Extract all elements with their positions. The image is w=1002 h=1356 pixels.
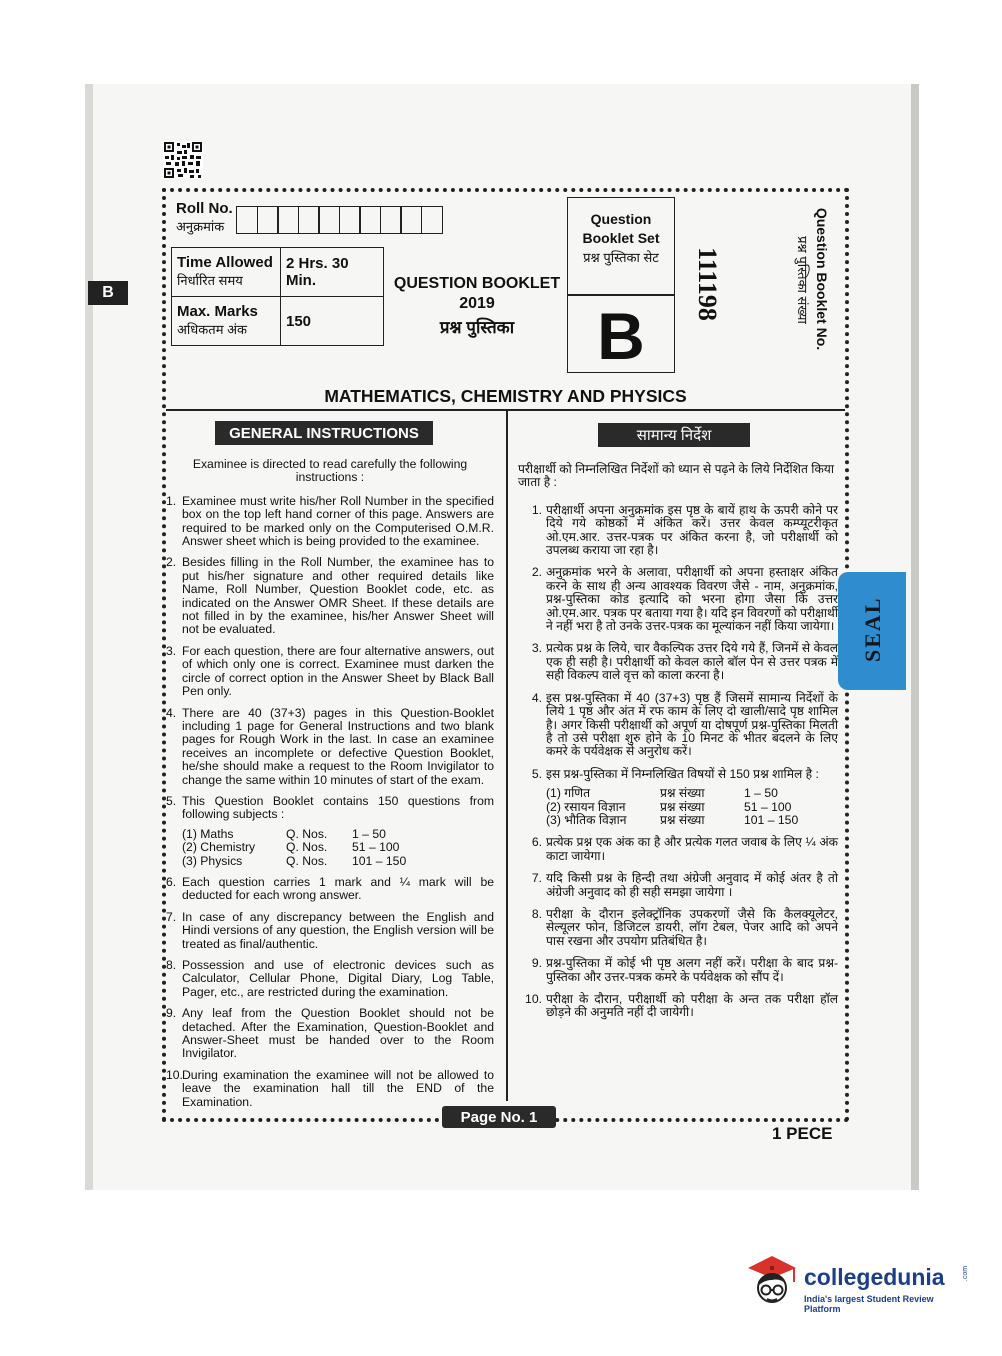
instruction-item bbox=[166, 795, 494, 868]
subject-qno-label: Q. Nos. bbox=[286, 826, 328, 841]
subject-range: 101 – 150 bbox=[744, 812, 799, 827]
subject-range: 51 – 100 bbox=[744, 799, 792, 814]
instruction-item bbox=[166, 1007, 494, 1061]
subject-name: (3) भौतिक विज्ञान bbox=[546, 812, 627, 827]
instruction-item bbox=[166, 645, 494, 699]
column-divider bbox=[506, 411, 508, 1101]
instruction-item-hi bbox=[518, 993, 838, 1020]
subject-name: (1) गणित bbox=[546, 786, 591, 801]
instruction-item-hi bbox=[518, 642, 838, 682]
item-text: There are 40 (37+3) pages in this Question-Booklet including 1 page for General Instructions and two blank pages for Rough Work in the last. In case an examinee receives an incomplete or defective Question Booklet, he/she should make a request to the Room Invigilator to change the same within 10 minutes of start of the exam. bbox=[182, 705, 494, 787]
item-text: यदि किसी प्रश्न के हिन्दी तथा अंग्रेजी अनुवाद में कोई अंतर है तो अंग्रेजी अनुवाद को ही सही समझा जायेगा । bbox=[546, 871, 838, 899]
item-text: Examinee must write his/her Roll Number in the specified box on the top left hand corner of this page. Answers are required to be marked only on the Computerised O.M.R. Answer sheet which is being provided to the examinee. bbox=[182, 493, 494, 549]
english-instructions bbox=[166, 458, 494, 1117]
item-text: Besides filling in the Roll Number, the examinee has to put his/her signature and other required details like Name, Roll Number, Question Booklet code, etc. as indicated on the Answer OMR Sheet. If these details are not filled in by the examinee, his/her Answer Sheet will not be evaluated. bbox=[182, 555, 494, 637]
scan-edge-right bbox=[911, 84, 919, 1190]
roll-digit-box[interactable] bbox=[257, 206, 279, 234]
subject-qno-label: प्रश्न संख्या bbox=[660, 812, 705, 827]
hindi-instructions bbox=[518, 463, 838, 1029]
subject-qno-label: प्रश्न संख्या bbox=[660, 799, 705, 814]
booklet-title: QUESTION BOOKLET bbox=[393, 275, 561, 292]
instruction-item bbox=[166, 1069, 494, 1109]
set-label-hi: प्रश्न पुस्तिका सेट bbox=[583, 250, 659, 265]
subject-range: 101 – 150 bbox=[352, 853, 407, 868]
subject-name: (2) Chemistry bbox=[182, 840, 256, 855]
instruction-item-hi bbox=[518, 908, 838, 948]
item-number: 5. bbox=[531, 766, 542, 781]
qr-code-icon bbox=[163, 141, 203, 179]
subject-row bbox=[182, 841, 494, 854]
hindi-intro: परीक्षार्थी को निम्नलिखित निर्देशों को ध्यान से पढ़ने के लिये निर्देशित किया जाता है : bbox=[518, 462, 835, 490]
item-number: 1. bbox=[166, 493, 177, 508]
booklet-set-box bbox=[567, 197, 675, 373]
instruction-item-hi bbox=[518, 957, 838, 984]
roll-digit-box[interactable] bbox=[359, 206, 381, 234]
subject-range: 1 – 50 bbox=[744, 786, 778, 801]
brand-tagline: India's largest Student Review Platform bbox=[804, 1294, 934, 1314]
item-number: 2. bbox=[166, 555, 177, 570]
item-text: For each question, there are four alternative answers, out of which only one is correct. Examinee must darken the circle of correct option in the Answer Sheet by Black Ball Pen only. bbox=[182, 643, 494, 699]
item-number: 1. bbox=[531, 502, 542, 517]
item-text: अनुक्रमांक भरने के अलावा, परीक्षार्थी को अपना हस्ताक्षर अंकित करने के साथ ही अन्य आवश्यक विवरण जैसे - नाम, अनुक्रमांक, प्रश्न-पुस्तिका कोड इत्यादि को भरना होगा जैसा कि उत्तर ओ.एम.आर. पत्रक पर बताया गया है। यदि इन विवरणों को परीक्षार्थी ने नहीं भरा है तो उनके उत्तर-पत्रक का मूल्यांकन नहीं किया जायेगा। bbox=[546, 565, 838, 634]
booklet-no-label-en: Question Booklet No. bbox=[814, 207, 830, 351]
item-text: इस प्रश्न-पुस्तिका में निम्नलिखित विषयों से 150 प्रश्न शामिल है : bbox=[546, 766, 819, 781]
roll-label-en: Roll No. bbox=[176, 200, 233, 217]
item-number: 3. bbox=[531, 641, 542, 656]
collegedunia-logo[interactable] bbox=[742, 1250, 972, 1320]
instruction-item-hi bbox=[518, 872, 838, 899]
item-number: 3. bbox=[166, 643, 177, 658]
booklet-title-hi: प्रश्न पुस्तिका bbox=[439, 318, 515, 337]
english-intro: Examinee is directed to read carefully the following instructions : bbox=[192, 457, 468, 485]
item-number: 7. bbox=[531, 871, 542, 886]
item-text: Each question carries 1 mark and ¼ mark will be deducted for each wrong answer. bbox=[182, 874, 494, 903]
mascot-icon bbox=[742, 1250, 800, 1312]
item-number: 2. bbox=[531, 565, 542, 580]
roll-digit-box[interactable] bbox=[236, 206, 258, 234]
instruction-item bbox=[166, 707, 494, 787]
roll-digit-box[interactable] bbox=[339, 206, 361, 234]
item-text: During examination the examinee will not be allowed to leave the examination hall till the END of the Examination. bbox=[182, 1067, 494, 1109]
booklet-number-box bbox=[675, 197, 843, 373]
instruction-item-hi bbox=[518, 836, 838, 863]
hindi-instructions-heading: सामान्य निर्देश bbox=[598, 423, 750, 447]
instruction-item-hi bbox=[518, 692, 838, 759]
time-label-en: Time Allowed bbox=[177, 254, 273, 271]
set-divider bbox=[568, 294, 674, 296]
booklet-no-label-hi: प्रश्न पुस्तिका संख्या bbox=[795, 236, 810, 324]
item-number: 7. bbox=[166, 909, 177, 924]
instruction-item bbox=[166, 876, 494, 903]
max-marks-label bbox=[172, 297, 281, 346]
item-number: 4. bbox=[166, 705, 177, 720]
instruction-item-hi bbox=[518, 504, 838, 558]
time-allowed-value: 2 Hrs. 30 Min. bbox=[281, 248, 384, 297]
subject-table bbox=[182, 828, 494, 868]
subject-row bbox=[546, 801, 838, 814]
subject-row bbox=[182, 828, 494, 841]
subject-row bbox=[182, 855, 494, 868]
booklet-set-label bbox=[568, 210, 674, 267]
instruction-item bbox=[166, 556, 494, 636]
item-text: In case of any discrepancy between the English and Hindi versions of any question, the English version will be treated as final/authentic. bbox=[182, 909, 494, 951]
max-marks-value: 150 bbox=[281, 297, 384, 346]
subject-qno-label: Q. Nos. bbox=[286, 853, 328, 868]
subject-row bbox=[546, 814, 838, 827]
exam-info-table bbox=[171, 247, 384, 346]
booklet-set-letter: B bbox=[597, 299, 645, 373]
brand-name: collegedunia bbox=[804, 1264, 945, 1290]
item-text: This Question Booklet contains 150 questions from following subjects : bbox=[182, 793, 494, 822]
subject-name: (2) रसायन विज्ञान bbox=[546, 799, 626, 814]
instruction-item bbox=[166, 495, 494, 549]
instruction-item bbox=[166, 911, 494, 951]
item-text: प्रत्येक प्रश्न के लिये, चार वैकल्पिक उत्तर दिये गये हैं, जिनमें से केवल एक ही सही है। परीक्षार्थी को केवल काले बॉल पेन से उत्तर पत्रक में सही विकल्प वाले वृत्त को काला करना है। bbox=[546, 641, 838, 683]
item-number: 8. bbox=[531, 906, 542, 921]
subject-qno-label: प्रश्न संख्या bbox=[660, 786, 705, 801]
scan-edge-left bbox=[85, 84, 93, 1190]
instruction-item bbox=[166, 959, 494, 999]
item-number: 10. bbox=[166, 1067, 183, 1082]
item-text: प्रश्न-पुस्तिका में कोई भी पृष्ठ अलग नहीं करें। परीक्षा के बाद प्रश्न-पुस्तिका और उत्तर-पत्रक कमरे के पर्यवेक्षक को सौंप दें। bbox=[546, 956, 838, 984]
subject-name: (3) Physics bbox=[182, 853, 243, 868]
instruction-item-hi bbox=[518, 768, 838, 828]
item-text-with-subjects bbox=[546, 768, 838, 828]
roll-digit-box[interactable] bbox=[277, 206, 299, 234]
brand-tld: .com bbox=[962, 1265, 970, 1282]
booklet-number: 111198 bbox=[693, 247, 722, 321]
item-number: 4. bbox=[531, 690, 542, 705]
item-text: परीक्षा के दौरान इलेक्ट्रॉनिक उपकरणों जैसे कि कैलक्यूलेटर, सेल्यूलर फोन, डिजिटल डायरी, लॉग टेबल, पेजर आदि को अपने पास रखना और उपयोग प्रतिबंधित है। bbox=[546, 906, 838, 948]
roll-digit-box[interactable] bbox=[380, 206, 402, 234]
page-number-badge: Page No. 1 bbox=[442, 1106, 556, 1128]
item-text: परीक्षार्थी अपना अनुक्रमांक इस पृष्ठ के बायें हाथ के ऊपरी कोने पर दिये गये कोष्ठकों में अंकित करें। उत्तर केवल कम्प्यूटरीकृत ओ.एम.आर. उत्तर-पत्रक पर अंकित करना है, जो परीक्षार्थी को उपलब्ध कराया जा रहा है। bbox=[546, 502, 838, 558]
subject-range: 51 – 100 bbox=[352, 840, 400, 855]
subject-title: MATHEMATICS, CHEMISTRY AND PHYSICS bbox=[324, 386, 687, 406]
booklet-year: 2019 bbox=[459, 295, 495, 312]
item-text: इस प्रश्न-पुस्तिका में 40 (37+3) पृष्ठ हैं जिसमें सामान्य निर्देशों के लिये 1 पृष्ठ और अंत में रफ काम के लिए दो खाली/सादे पृष्ठ शामिल है। अगर किसी परीक्षार्थी को अपूर्ण या दोषपूर्ण प्रश्न-पुस्तिका मिलती है तो उसे परीक्षा शुरु होने के 10 मिनट के भीतर बदलने के लिए कमरे के पर्यवेक्षक से अनुरोध करें। bbox=[546, 690, 838, 759]
booklet-title-block bbox=[388, 274, 566, 338]
item-number: 9. bbox=[166, 1006, 177, 1021]
subject-row bbox=[546, 787, 838, 800]
roll-digit-box[interactable] bbox=[318, 206, 340, 234]
side-tab-set: B bbox=[88, 281, 128, 305]
roll-number-boxes[interactable] bbox=[236, 206, 441, 234]
item-number: 8. bbox=[166, 958, 177, 972]
roll-number-label bbox=[176, 200, 233, 236]
item-text: परीक्षा के दौरान, परीक्षार्थी को परीक्षा के अन्त तक परीक्षा हॉल छोड़ने की अनुमति नहीं दी जायेगी। bbox=[546, 992, 838, 1020]
item-number: 6. bbox=[166, 874, 177, 889]
roll-digit-box[interactable] bbox=[421, 206, 443, 234]
item-text: प्रत्येक प्रश्न एक अंक का है और प्रत्येक गलत जवाब के लिए ¼ अंक काटा जायेगा। bbox=[546, 835, 838, 863]
roll-label-hi: अनुक्रमांक bbox=[176, 219, 225, 234]
piece-label: 1 PECE bbox=[772, 1124, 833, 1143]
subject-range: 1 – 50 bbox=[352, 826, 386, 841]
item-number: 5. bbox=[166, 793, 177, 808]
subject-qno-label: Q. Nos. bbox=[286, 840, 328, 855]
marks-label-hi: अधिकतम अंक bbox=[177, 322, 247, 337]
set-label-line1: Question bbox=[590, 211, 652, 227]
set-label-line2: Booklet Set bbox=[582, 230, 660, 246]
general-instructions-heading: GENERAL INSTRUCTIONS bbox=[215, 421, 433, 445]
subject-name: (1) Maths bbox=[182, 826, 234, 841]
subject-table-hi bbox=[546, 787, 838, 827]
roll-digit-box[interactable] bbox=[400, 206, 422, 234]
instruction-item-hi bbox=[518, 566, 838, 633]
marks-label-en: Max. Marks bbox=[177, 303, 258, 320]
item-text: Any leaf from the Question Booklet should not be detached. After the Examination, Question-Booklet and Answer-Sheet must be handed over to the Room Invigilator. bbox=[182, 1006, 494, 1061]
time-label-hi: निर्धारित समय bbox=[177, 273, 243, 288]
roll-digit-box[interactable] bbox=[298, 206, 320, 234]
item-number: 10. bbox=[525, 992, 542, 1006]
item-number: 6. bbox=[531, 835, 542, 850]
item-text-with-subjects bbox=[182, 795, 494, 868]
time-allowed-label bbox=[172, 248, 281, 297]
item-text: Possession and use of electronic devices such as Calculator, Cellular Phone, Digital Diary, Log Table, Pager, etc., are restricted during the examination. bbox=[182, 958, 494, 999]
seal-label: SEAL bbox=[860, 596, 885, 662]
item-number: 9. bbox=[531, 956, 542, 971]
